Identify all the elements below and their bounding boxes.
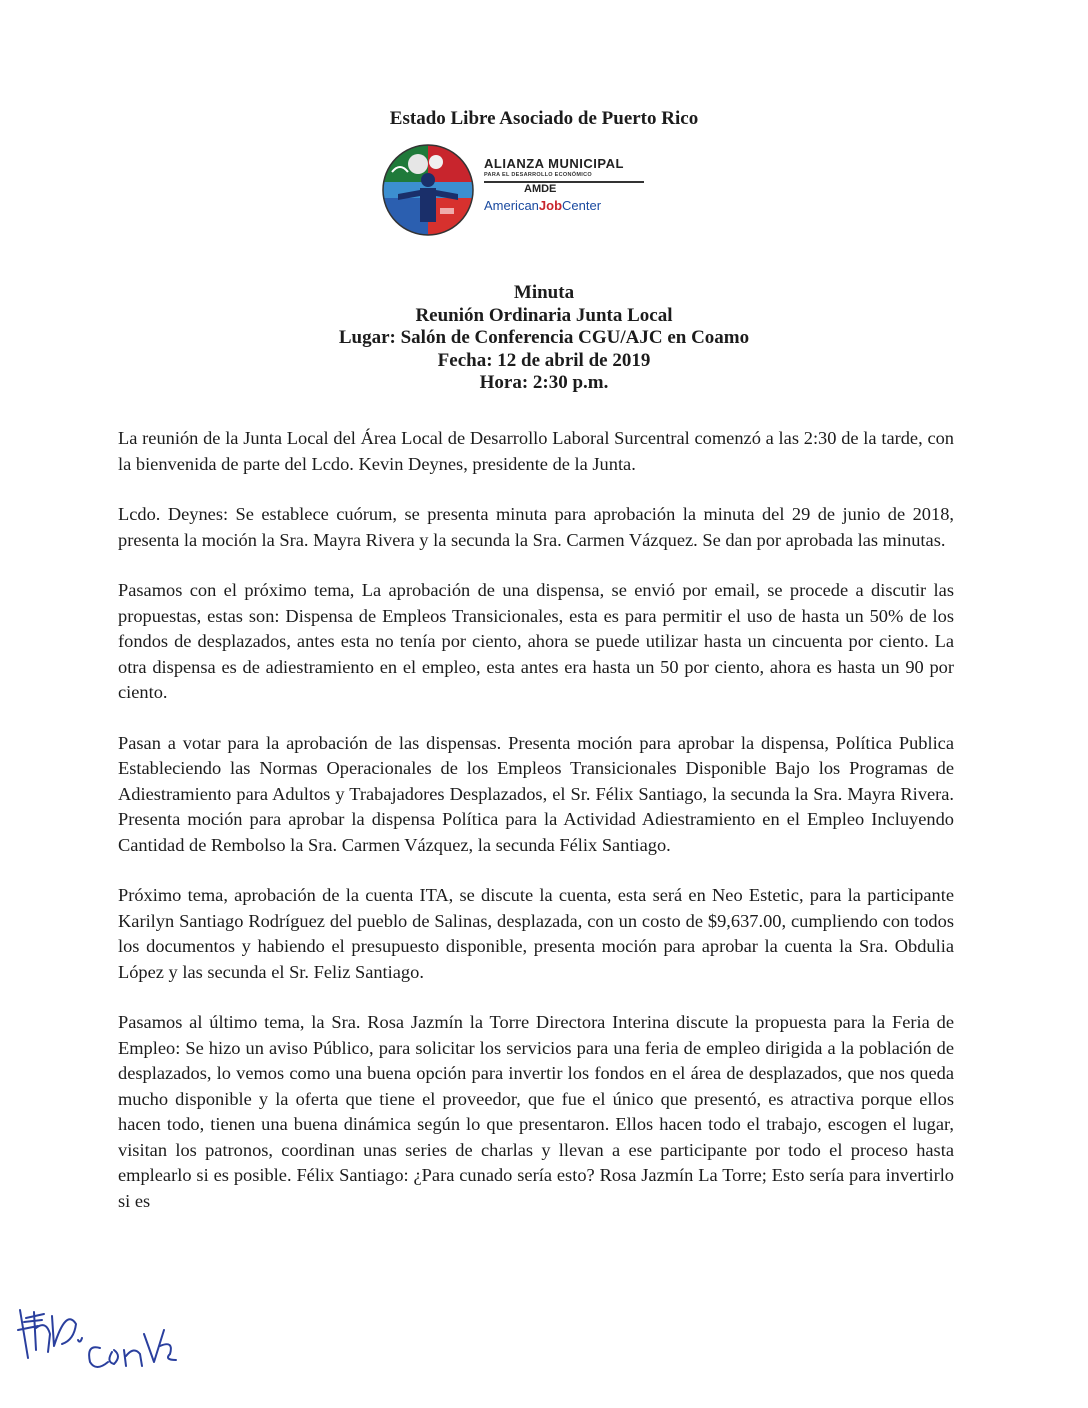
- title-date: Fecha: 12 de abril de 2019: [437, 349, 651, 371]
- paragraph-feria-empleo: Pasamos al último tema, la Sra. Rosa Jazmín la Torre Directora Interina discute la propuesta para la Feria de Empleo: Se hizo un aviso Público, para solicitar los servicios para una feria de empleo dirigida a la población de desplazados, lo vemos como una buena opción para invertir los fondos en el área de desplazados, que nos queda mucho disponible y la oferta que tiene el proveedor, que fue el único que presentó, es atractiva porque ellos hacen todo, tienen una buena dinámica según lo que presentaron. Ellos hacen todo el trabajo, escogen el lugar, visitan los patronos, coordinan unas series de charlas y llevan a ese participante por todo el proceso hasta emplearlo si es posible. Félix Santiago: ¿Para cunado sería esto? Rosa Jazmín La Torre; Esto sería para invertirlo si es: [118, 1012, 954, 1211]
- paragraph-cuenta-ita: Próximo tema, aprobación de la cuenta ITA, se discute la cuenta, esta será en Neo Estetic, para la participante Karilyn Santiago Rodríguez del pueblo de Salinas, desplazada, con un costo de $9,637.00, cumpliendo con todos los documentos y habiendo el presupuesto disponible, presenta moción para aprobar la cuenta la Sra. Obdulia López y las secunda el Sr. Feliz Santiago.: [118, 885, 954, 982]
- title-minuta: Minuta: [513, 282, 575, 303]
- paragraph-dispensa: Pasamos con el próximo tema, La aprobación de una dispensa, se envió por email, se procede a discutir las propuestas, estas son: Dispensa de Empleos Transicionales, esta es para permitir el uso de hasta un 50% de los fondos de desplazados, antes esta no tenía por ciento, ahora se puede utilizar hasta un cincuenta por ciento. La otra dispensa es de adiestramiento en el empleo, esta antes era hasta un 50 por ciento, ahora es hasta un 90 por ciento.: [118, 580, 954, 702]
- title-place: Lugar: Salón de Conferencia CGU/AJC en Coamo: [338, 327, 750, 348]
- logo-text: [484, 156, 644, 213]
- minutes-body: [118, 426, 954, 1214]
- title-time: Hora: 2:30 p.m.: [479, 372, 609, 393]
- handwritten-initials-signature: [14, 1300, 184, 1380]
- logo-ajc: [484, 198, 644, 213]
- paragraph-votacion: Pasan a votar para la aprobación de las dispensas. Presenta moción para aprobar la dispensa, Política Publica Estableciendo las Normas Operacionales de los Empleos Transicionales Disponible Bajo los Programas de Adiestramiento para Adultos y Trabajadores Desplazados, el Sr. Félix Santiago, la secunda la Sra. Mayra Rivera. Presenta moción para aprobar la dispensa Política para la Actividad Adiestramiento en el Empleo Incluyendo Cantidad de Rembolso la Sra. Carmen Vázquez, la secunda Félix Santiago.: [118, 732, 954, 855]
- document-header: Estado Libre Asociado de Puerto Rico: [389, 108, 699, 129]
- logo-title: ALIANZA MUNICIPAL: [484, 156, 624, 171]
- logo-ajc-part1: American: [484, 198, 539, 213]
- logo-emblem-icon: [380, 142, 476, 238]
- logo-subtitle: PARA EL DESARROLLO ECONÓMICO: [484, 172, 592, 178]
- paragraph-quorum: Lcdo. Deynes: Se establece cuórum, se presenta minuta para aprobación la minuta del 29 de junio de 2018, presenta la moción la Sra. Mayra Rivera y la secunda la Sra. Carmen Vázquez. Se dan por aprobada las minutas.: [118, 504, 954, 550]
- title-meeting: Reunión Ordinaria Junta Local: [415, 304, 673, 326]
- paragraph-opening: La reunión de la Junta Local del Área Local de Desarrollo Laboral Surcentral comenzó a las 2:30 de la tarde, con la bienvenida de parte del Lcdo. Kevin Deynes, presidente de la Junta.: [118, 428, 954, 474]
- logo-ajc-part2: Job: [538, 198, 563, 213]
- amde-logo: [380, 142, 650, 238]
- logo-acronym: AMDE: [484, 181, 644, 195]
- logo-ajc-part3: Center: [562, 198, 602, 213]
- minutes-title-block: [0, 282, 1088, 395]
